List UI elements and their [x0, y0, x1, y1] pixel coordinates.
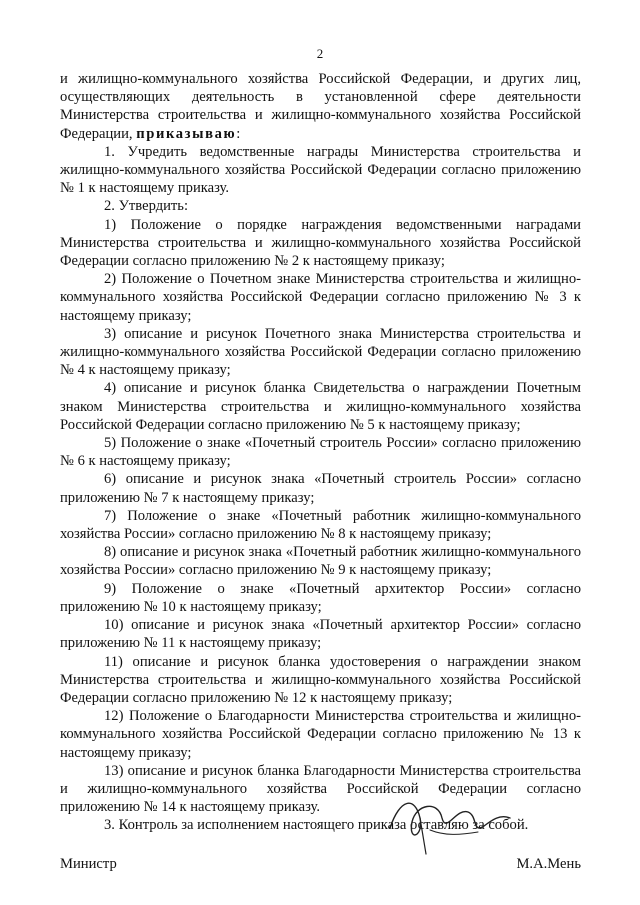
intro-colon: :	[236, 125, 241, 142]
signature-block	[60, 856, 581, 873]
page-number: 2	[316, 46, 324, 61]
subitem-6: 6) описание и рисунок знака «Почетный строитель России» согласно приложению № 7 к настоящему приказу;	[60, 471, 581, 506]
subitem-5: 5) Положение о знаке «Почетный строитель России» согласно приложению № 6 к настоящему приказу;	[60, 435, 581, 470]
subitem-1: 1) Положение о порядке награждения ведомственными наградами Министерства строительства и жилищно-коммунального хозяйства Российской Федерации согласно приложению № 2 к настоящему приказу;	[60, 216, 581, 270]
subitem-13: 13) описание и рисунок бланка Благодарности Министерства строительства и жилищно-коммунального хозяйства Российской Федерации согласно приложению № 14 к настоящему приказу.	[60, 762, 581, 816]
subitem-9: 9) Положение о знаке «Почетный архитектор России» согласно приложению № 10 к настоящему приказу;	[60, 580, 581, 615]
subitem-12: 12) Положение о Благодарности Министерства строительства и жилищно-коммунального хозяйства Российской Федерации согласно приложению № 13 к настоящему приказу;	[60, 708, 581, 761]
subitem-2: 2) Положение о Почетном знаке Министерства строительства и жилищно-коммунального хозяйства Российской Федерации согласно приложению № 3 к настоящему приказу;	[60, 271, 581, 324]
document-body	[60, 70, 581, 835]
intro-paragraph	[60, 70, 581, 143]
signatory-name: М.А.Мень	[516, 856, 581, 872]
subitem-3: 3) описание и рисунок Почетного знака Министерства строительства и жилищно-коммунального хозяйства Российской Федерации согласно приложению № 4 к настоящему приказу;	[60, 325, 581, 379]
subitem-8: 8) описание и рисунок знака «Почетный работник жилищно-коммунального хозяйства России» согласно приложению № 9 к настоящему приказу;	[60, 544, 581, 579]
subitem-10: 10) описание и рисунок знака «Почетный архитектор России» согласно приложению № 11 к настоящему приказу;	[60, 617, 581, 652]
order-keyword: приказываю	[136, 125, 237, 142]
paragraph-item-2: 2. Утвердить:	[104, 198, 189, 215]
handwritten-signature	[360, 788, 530, 858]
subitem-7: 7) Положение о знаке «Почетный работник жилищно-коммунального хозяйства России» согласно приложению № 8 к настоящему приказу;	[60, 507, 581, 543]
subitem-4: 4) описание и рисунок бланка Свидетельства о награждении Почетным знаком Министерства строительства и жилищно-коммунального хозяйства Российской Федерации согласно приложению № 5 к настоящему приказу;	[60, 380, 581, 433]
paragraph-item-3: 3. Контроль за исполнением настоящего приказа оставляю за собой.	[104, 817, 529, 834]
signatory-position: Министр	[60, 856, 117, 872]
paragraph-item-1: 1. Учредить ведомственные награды Министерства строительства и жилищно-коммунального хозяйства Российской Федерации согласно приложению № 1 к настоящему приказу.	[60, 143, 581, 197]
intro-text: и жилищно-коммунального хозяйства Российской Федерации, и других лиц, осуществляющих деятельность в установленной сфере деятельности Министерства строительства и жилищно-коммунального хозяйства Российской Федерации,	[60, 71, 581, 142]
subitem-11: 11) описание и рисунок бланка удостоверения о награждении знаком Министерства строительства и жилищно-коммунального хозяйства Российской Федерации согласно приложению № 12 к настоящему приказу;	[60, 653, 581, 706]
